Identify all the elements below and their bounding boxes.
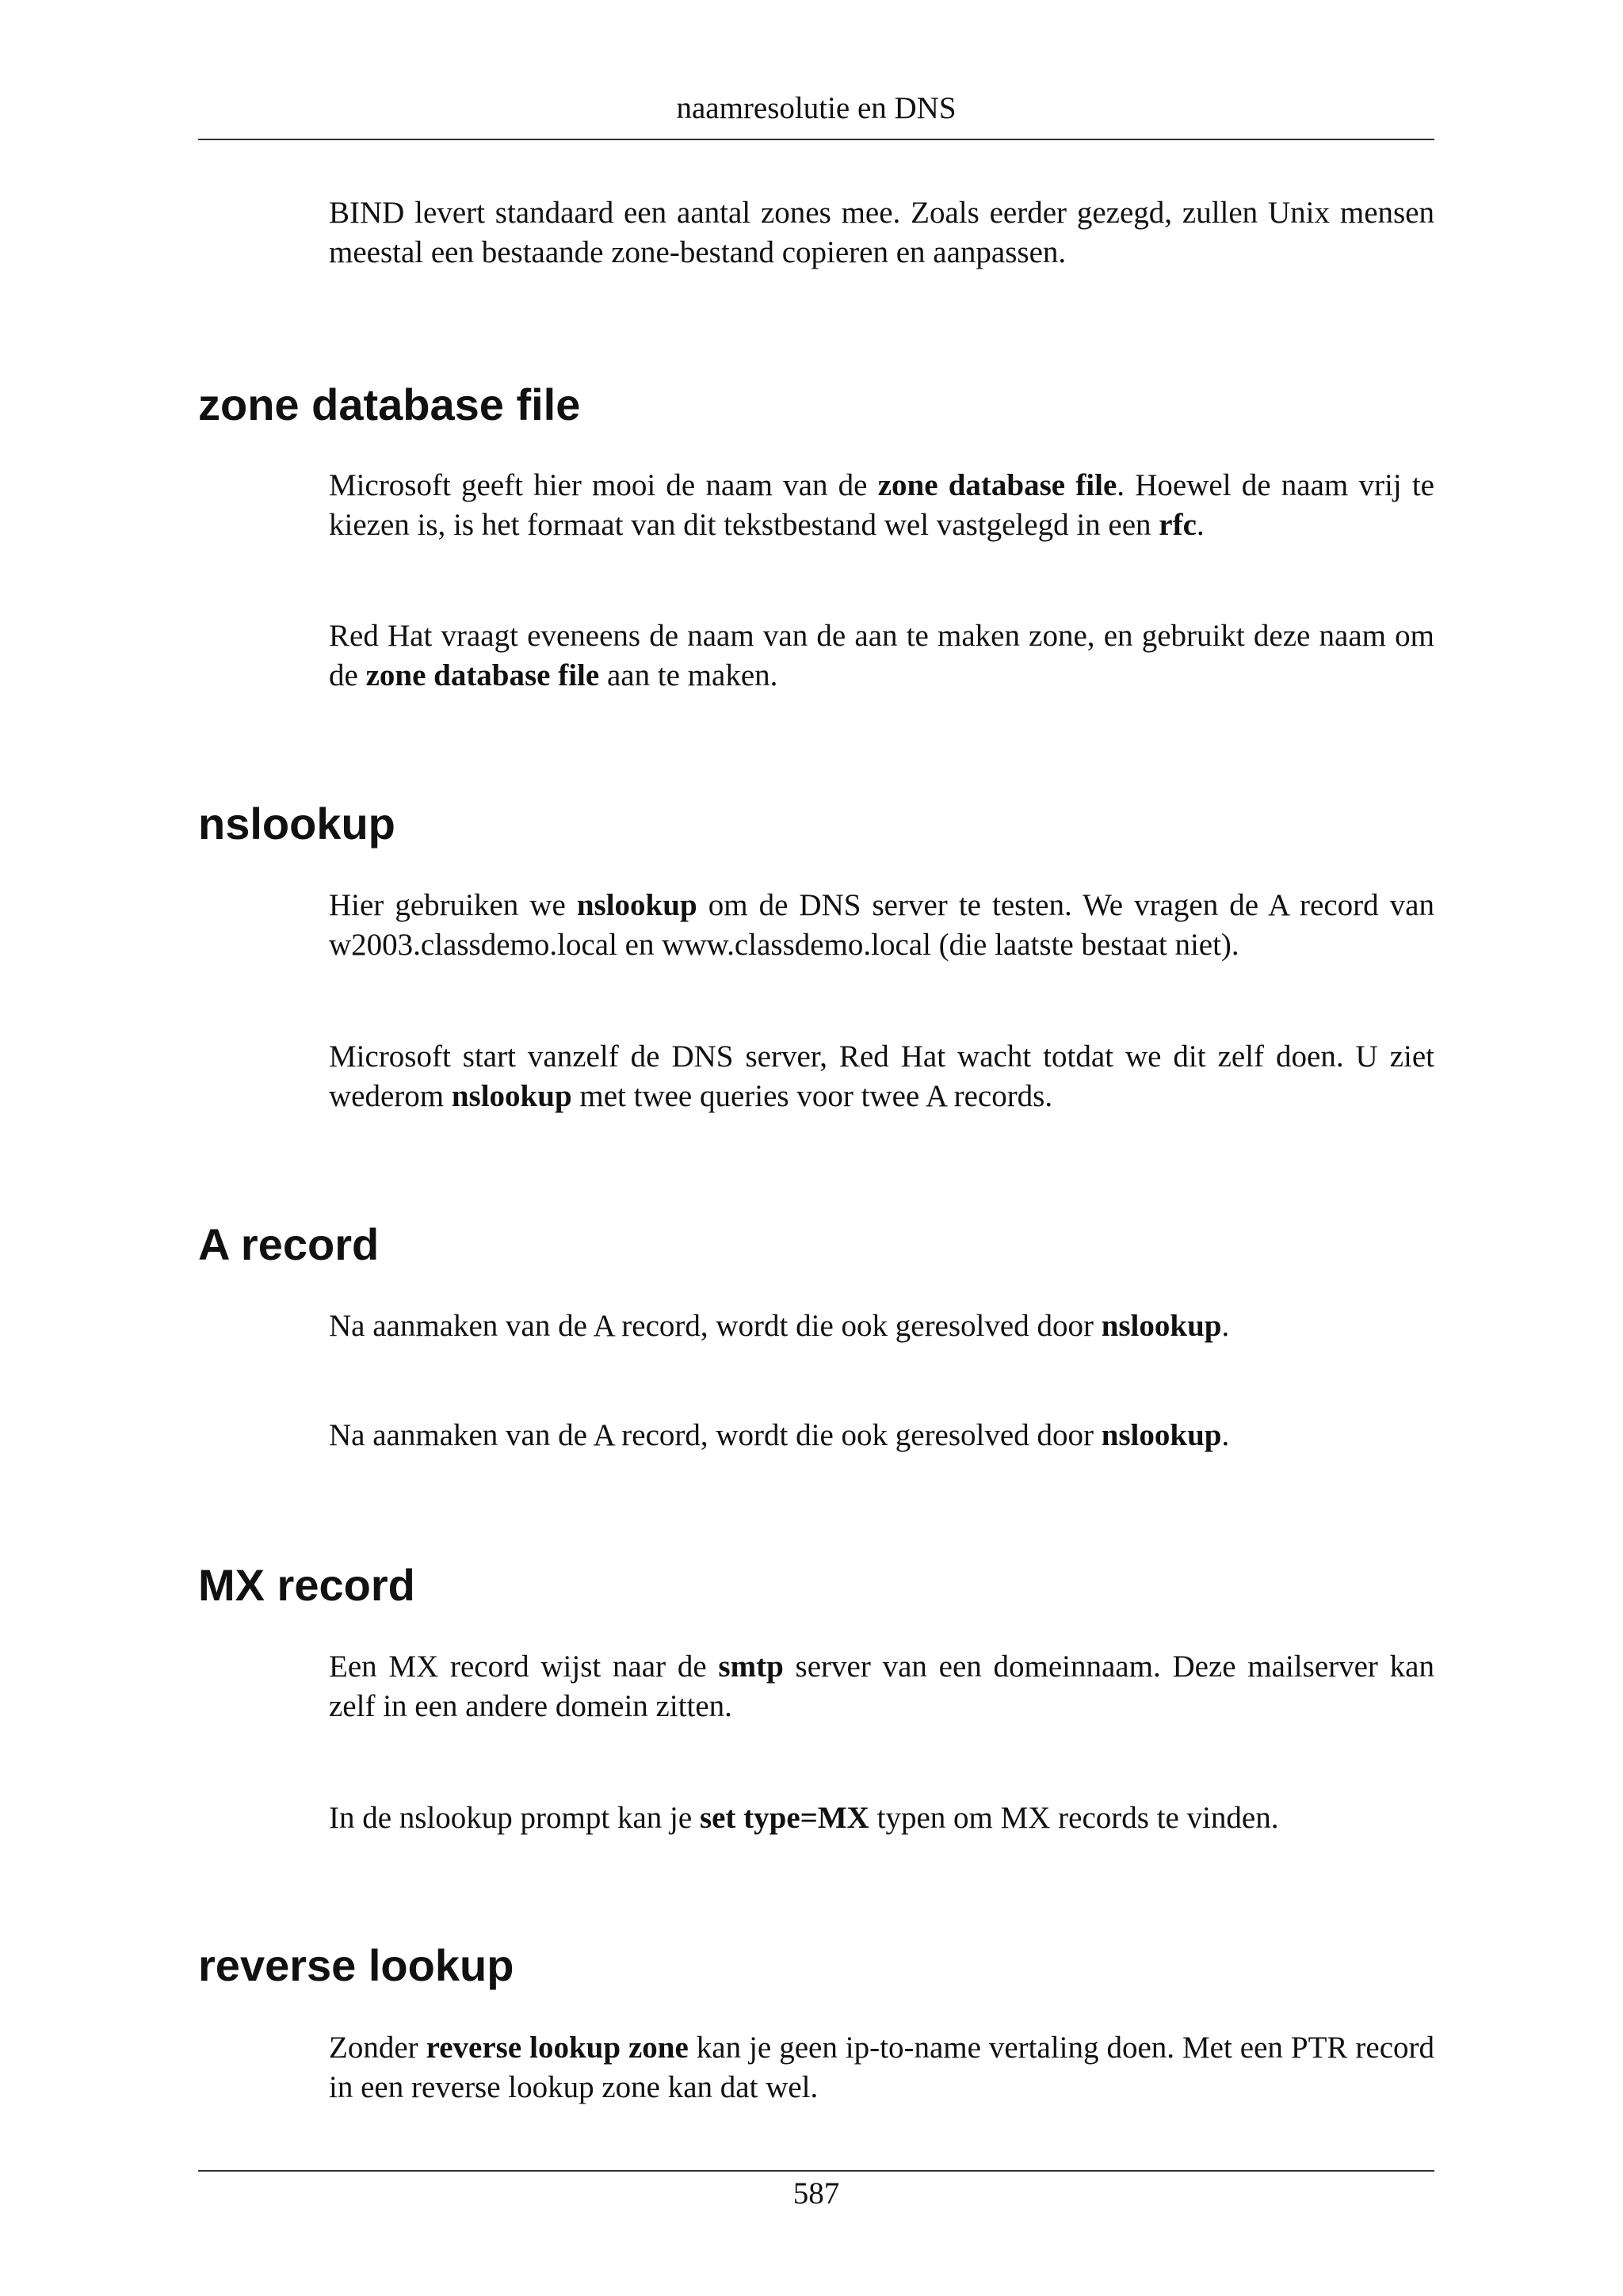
section-paragraph <box>329 616 1434 696</box>
text-run: aan te maken. <box>599 658 778 692</box>
text-run: Een MX record wijst naar de <box>329 1650 719 1684</box>
text-run: kan je geen ip-to-name vertaling doen. Met een PTR record in een reverse lookup zone kan dat wel. <box>329 2031 1434 2104</box>
running-header: naamresolutie en DNS <box>676 91 957 125</box>
section-heading-zone-database-file: zone database file <box>198 379 581 429</box>
text-run: . <box>1196 508 1205 542</box>
header-divider <box>198 139 1434 140</box>
section-paragraph <box>329 1306 1434 1346</box>
text-run: . <box>1221 1418 1230 1452</box>
text-run: om de DNS server te testen. We vragen de A record van w2003.classdemo.local en www.classdemo.local (die laatste bestaat niet). <box>329 888 1434 962</box>
bold-term: nslookup <box>1101 1418 1222 1452</box>
bold-term: nslookup <box>576 888 697 922</box>
text-run: Na aanmaken van de A record, wordt die ook geresolved door <box>329 1418 1102 1452</box>
text-run: typen om MX records te vinden. <box>869 1801 1279 1835</box>
section-heading-a-record: A record <box>198 1219 380 1269</box>
bold-term: rfc <box>1159 508 1197 542</box>
section-heading-mx-record: MX record <box>198 1560 415 1610</box>
section-paragraph <box>329 1416 1434 1455</box>
text-run: . <box>1221 1309 1230 1343</box>
section-paragraph <box>329 466 1434 545</box>
section-paragraph <box>329 2028 1434 2107</box>
section-paragraph <box>329 886 1434 965</box>
text-run: server van een domeinnaam. Deze mailserver kan zelf in een andere domein zitten. <box>329 1650 1434 1723</box>
text-run: met twee queries voor twee A records. <box>571 1079 1053 1113</box>
bold-term: zone database file <box>365 658 600 692</box>
bold-term: zone database file <box>877 468 1117 502</box>
section-paragraph <box>329 1798 1434 1838</box>
text-run: Na aanmaken van de A record, wordt die ook geresolved door <box>329 1309 1102 1343</box>
text-run: Hier gebruiken we <box>329 888 577 922</box>
bold-term: set type=MX <box>699 1801 869 1835</box>
intro-paragraph: BIND levert standaard een aantal zones mee. Zoals eerder gezegd, zullen Unix mensen meestal een bestaande zone-bestand copieren en aanpassen. <box>329 196 1434 269</box>
section-heading-reverse-lookup: reverse lookup <box>198 1940 514 1990</box>
page-number: 587 <box>792 2176 840 2210</box>
bold-term: nslookup <box>1101 1309 1222 1343</box>
bold-term: smtp <box>718 1650 784 1684</box>
text-run: Red Hat vraagt eveneens de naam van de aan te maken zone, en gebruikt deze naam om de <box>329 619 1434 692</box>
text-run: In de nslookup prompt kan je <box>329 1801 700 1835</box>
text-run: . Hoewel de naam vrij te kiezen is, is het formaat van dit tekstbestand wel vastgelegd in een <box>329 468 1434 542</box>
footer-divider <box>198 2170 1434 2172</box>
section-paragraph <box>329 1647 1434 1726</box>
text-run: Zonder <box>329 2031 426 2065</box>
text-run: Microsoft geeft hier mooi de naam van de <box>329 468 878 502</box>
section-heading-nslookup: nslookup <box>198 799 395 849</box>
section-paragraph <box>329 1037 1434 1116</box>
text-run: Microsoft start vanzelf de DNS server, Red Hat wacht totdat we dit zelf doen. U ziet wederom <box>329 1039 1434 1113</box>
bold-term: nslookup <box>451 1079 572 1113</box>
bold-term: reverse lookup zone <box>426 2031 689 2065</box>
